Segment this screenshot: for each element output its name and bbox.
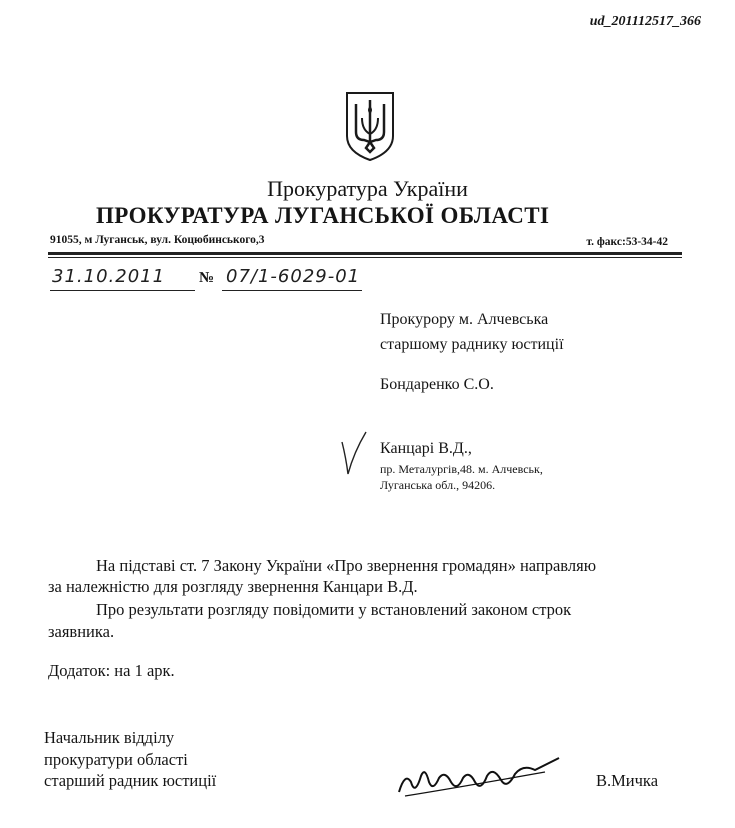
handwritten-check-mark [338,428,368,478]
header-rule [48,252,682,255]
document-id: ud_201112517_366 [589,14,701,29]
attachment-note: Додаток: на 1 арк. [48,661,175,680]
body-paragraph1-line2: за належністю для розгляду звернення Канцари В.Д. [48,577,418,596]
handwritten-signature [395,752,565,802]
org-fax: т. факс:53-34-42 [586,236,668,248]
copy-recipient-address1: пр. Металургів,48. м. Алчевськ, [380,462,543,476]
registration-number: 07/1-6029-01 [226,266,361,287]
signer-name: В.Мичка [596,771,659,790]
recipient-line2: старшому раднику юстиції [380,336,564,353]
signatory-title1: Начальник відділу [44,728,175,747]
signatory-title2: прокуратури області [44,750,188,769]
org-address: 91055, м Луганськ, вул. Коцюбинського,3 [50,234,265,246]
trident-coat-of-arms-icon [344,90,396,162]
body-paragraph2-line2: заявника. [48,622,115,641]
header-rule-thin [48,257,682,258]
copy-recipient-address2: Луганська обл., 94206. [380,478,496,492]
body-paragraph1-line1: На підставі ст. 7 Закону України «Про звернення громадян» направляю [96,556,597,575]
org-name-line2: ПРОКУРАТУРА ЛУГАНСЬКОЇ ОБЛАСТІ [96,203,550,228]
registration-date: 31.10.2011 [52,266,166,287]
number-sign: № [199,270,215,286]
org-name-line1: Прокуратура України [267,176,468,201]
signatory-title3: старший радник юстиції [44,771,217,790]
copy-recipient-name: Канцарі В.Д., [380,440,472,457]
body-paragraph2-line1: Про результати розгляду повідомити у встановлений законом строк [96,600,572,619]
recipient-line1: Прокурору м. Алчевська [380,311,549,328]
recipient-name: Бондаренко С.О. [380,376,494,393]
